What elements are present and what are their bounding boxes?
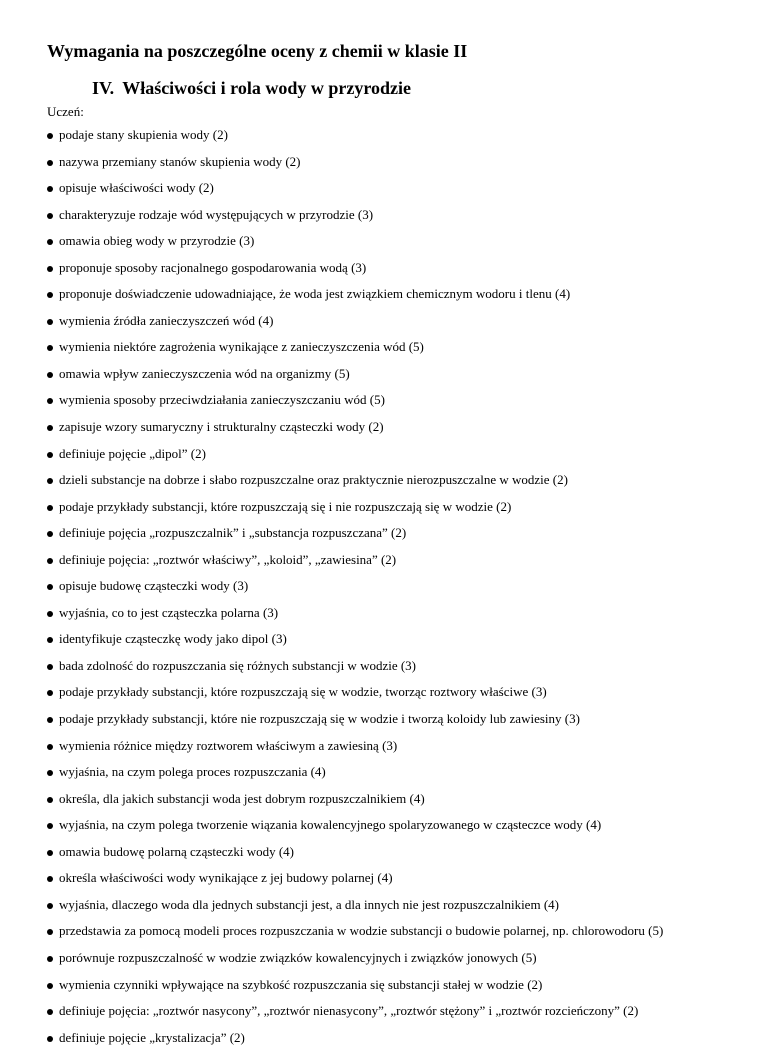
list-item-text: proponuje doświadczenie udowadniające, że woda jest związkiem chemicznym wodoru i tlenu (4) [59, 286, 571, 302]
section-number: IV. [92, 78, 115, 98]
requirements-list [47, 126, 762, 1055]
bullet-icon [47, 1009, 53, 1015]
list-item-text: omawia budowę polarną cząsteczki wody (4) [59, 843, 294, 859]
list-item [47, 949, 762, 976]
bullet-icon [47, 584, 53, 590]
bullet-icon [47, 664, 53, 670]
bullet-icon [47, 186, 53, 192]
list-item-text: proponuje sposoby racjonalnego gospodarowania wodą (3) [59, 259, 367, 275]
list-item-text: definiuje pojęcia: „roztwór właściwy”, „koloid”, „zawiesina” (2) [59, 551, 397, 567]
list-item-text: nazywa przemiany stanów skupienia wody (2) [59, 153, 301, 169]
subject-label: Uczeń: [47, 104, 84, 119]
list-item [47, 710, 762, 737]
list-item-text: podaje przykłady substancji, które nie rozpuszczają się w wodzie i tworzą koloidy lub zawiesiny (3) [59, 711, 580, 727]
list-item [47, 869, 762, 896]
bullet-icon [47, 452, 53, 458]
list-item [47, 232, 762, 259]
list-item-text: wymienia czynniki wpływające na szybkość rozpuszczania się substancji stałej w wodzie (2) [59, 976, 543, 992]
bullet-icon [47, 850, 53, 856]
bullet-icon [47, 797, 53, 803]
list-item-text: zapisuje wzory sumaryczny i strukturalny cząsteczki wody (2) [59, 419, 384, 435]
list-item [47, 630, 762, 657]
list-item-text: wyjaśnia, co to jest cząsteczka polarna (3) [59, 604, 279, 620]
list-item-text: porównuje rozpuszczalność w wodzie związków kowalencyjnych i związków jonowych (5) [59, 949, 537, 965]
list-item-text: definiuje pojęcie „krystalizacja” (2) [59, 1029, 245, 1045]
bullet-icon [47, 558, 53, 564]
list-item [47, 179, 762, 206]
bullet-icon [47, 478, 53, 484]
list-item [47, 259, 762, 286]
bullet-icon [47, 983, 53, 989]
bullet-icon [47, 531, 53, 537]
list-item [47, 471, 762, 498]
list-item [47, 285, 762, 312]
list-item [47, 816, 762, 843]
list-item-text: wymienia różnice między roztworem właściwym a zawiesiną (3) [59, 737, 398, 753]
list-item-text: omawia wpływ zanieczyszczenia wód na organizmy (5) [59, 365, 350, 381]
list-item-text: wyjaśnia, na czym polega proces rozpuszczania (4) [59, 764, 326, 780]
bullet-icon [47, 956, 53, 962]
list-item-text: wyjaśnia, na czym polega tworzenie wiązania kowalencyjnego spolaryzowanego w cząsteczce wody (4) [59, 817, 602, 833]
list-item-text: opisuje budowę cząsteczki wody (3) [59, 578, 249, 594]
bullet-icon [47, 717, 53, 723]
list-item [47, 604, 762, 631]
bullet-icon [47, 1036, 53, 1042]
list-item [47, 126, 762, 153]
list-item [47, 896, 762, 923]
list-item-text: opisuje właściwości wody (2) [59, 180, 214, 196]
list-item [47, 843, 762, 870]
list-item [47, 153, 762, 180]
list-item-text: definiuje pojęcia: „roztwór nasycony”, „roztwór nienasycony”, „roztwór stężony” i „roztwór rozcieńczony” (2) [59, 1003, 639, 1019]
list-item [47, 737, 762, 764]
list-item [47, 790, 762, 817]
section-heading [92, 77, 411, 99]
list-item [47, 312, 762, 339]
section-title: Właściwości i rola wody w przyrodzie [122, 78, 411, 98]
list-item-text: bada zdolność do rozpuszczania się różnych substancji w wodzie (3) [59, 657, 417, 673]
list-item [47, 551, 762, 578]
bullet-icon [47, 903, 53, 909]
bullet-icon [47, 160, 53, 166]
bullet-icon [47, 770, 53, 776]
bullet-icon [47, 690, 53, 696]
list-item-text: dzieli substancje na dobrze i słabo rozpuszczalne oraz praktycznie nierozpuszczalne w wodzie (2) [59, 472, 568, 488]
list-item [47, 1002, 762, 1029]
list-item-text: przedstawia za pomocą modeli proces rozpuszczania w wodzie substancji o budowie polarnej, np. chlorowodoru (5) [59, 923, 664, 939]
list-item-text: definiuje pojęcie „dipol” (2) [59, 445, 206, 461]
bullet-icon [47, 133, 53, 139]
bullet-icon [47, 345, 53, 351]
bullet-icon [47, 213, 53, 219]
list-item [47, 524, 762, 551]
list-item-text: definiuje pojęcia „rozpuszczalnik” i „substancja rozpuszczana” (2) [59, 525, 407, 541]
list-item [47, 445, 762, 472]
list-item [47, 577, 762, 604]
list-item-text: podaje przykłady substancji, które rozpuszczają się i nie rozpuszczają się w wodzie (2) [59, 498, 512, 514]
bullet-icon [47, 505, 53, 511]
list-item-text: wymienia źródła zanieczyszczeń wód (4) [59, 312, 274, 328]
list-item-text: identyfikuje cząsteczkę wody jako dipol (3) [59, 631, 287, 647]
list-item [47, 683, 762, 710]
bullet-icon [47, 425, 53, 431]
list-item [47, 338, 762, 365]
bullet-icon [47, 372, 53, 378]
list-item-text: podaje przykłady substancji, które rozpuszczają się w wodzie, tworząc roztwory właściwe (3) [59, 684, 547, 700]
list-item-text: charakteryzuje rodzaje wód występujących w przyrodzie (3) [59, 206, 374, 222]
list-item [47, 391, 762, 418]
bullet-icon [47, 266, 53, 272]
list-item [47, 976, 762, 1003]
bullet-icon [47, 744, 53, 750]
list-item [47, 657, 762, 684]
bullet-icon [47, 611, 53, 617]
bullet-icon [47, 292, 53, 298]
list-item [47, 498, 762, 525]
list-item-text: podaje stany skupienia wody (2) [59, 127, 228, 142]
list-item [47, 365, 762, 392]
bullet-icon [47, 319, 53, 325]
bullet-icon [47, 823, 53, 829]
list-item-text: wymienia niektóre zagrożenia wynikające z zanieczyszczenia wód (5) [59, 339, 424, 355]
bullet-icon [47, 398, 53, 404]
list-item [47, 1029, 762, 1055]
list-item-text: omawia obieg wody w przyrodzie (3) [59, 233, 255, 249]
list-item [47, 418, 762, 445]
list-item [47, 206, 762, 233]
list-item [47, 763, 762, 790]
bullet-icon [47, 929, 53, 935]
bullet-icon [47, 876, 53, 882]
list-item-text: wyjaśnia, dlaczego woda dla jednych substancji jest, a dla innych nie jest rozpuszczalnikiem (4) [59, 896, 559, 912]
list-item [47, 922, 762, 949]
list-item-text: określa, dla jakich substancji woda jest dobrym rozpuszczalnikiem (4) [59, 790, 425, 806]
document-title: Wymagania na poszczególne oceny z chemii w klasie II [47, 41, 468, 61]
bullet-icon [47, 637, 53, 643]
list-item-text: określa właściwości wody wynikające z jej budowy polarnej (4) [59, 870, 393, 886]
list-item-text: wymienia sposoby przeciwdziałania zanieczyszczaniu wód (5) [59, 392, 385, 408]
bullet-icon [47, 239, 53, 245]
